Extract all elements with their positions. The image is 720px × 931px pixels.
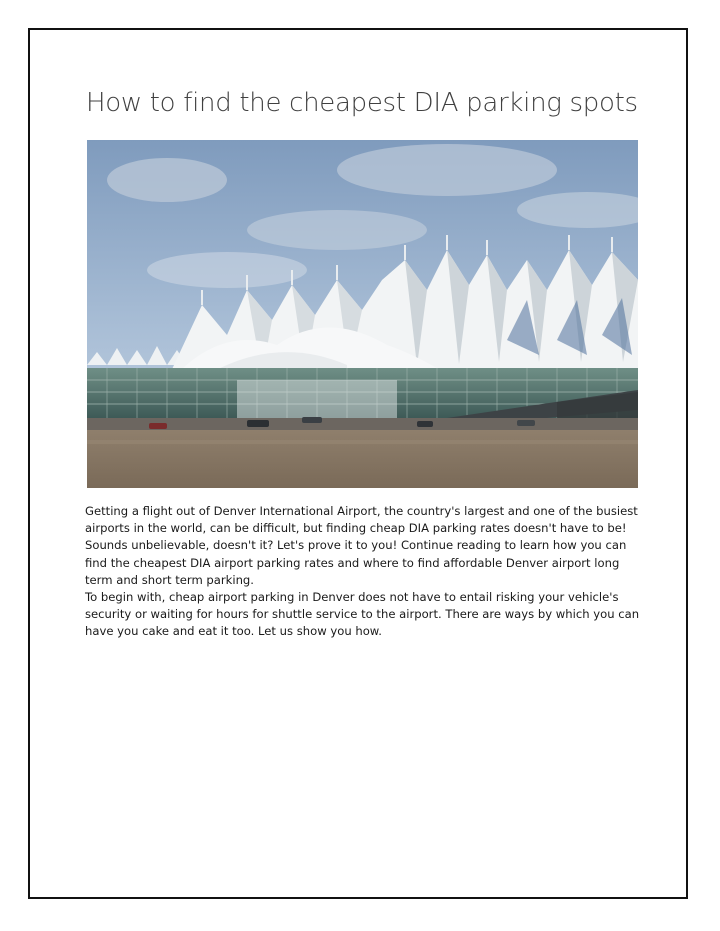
airport-terminal-illustration xyxy=(87,140,638,488)
airport-photo xyxy=(87,140,638,488)
document-page xyxy=(28,28,688,899)
paragraph-intro: Getting a flight out of Denver International Airport, the country's largest and one of the busiest airports in the world, can be difficult, but finding cheap DIA parking rates doesn't have to be! Sounds unbelievable, doesn't it? Let's prove it to you! Continue reading to learn how you can find the cheapest DIA airport parking rates and where to find affordable Denver airport long term and short term parking. xyxy=(85,504,638,587)
article-body xyxy=(85,503,645,641)
paragraph-second: To begin with, cheap airport parking in Denver does not have to entail risking your vehicle's security or waiting for hours for shuttle service to the airport. There are ways by which you can have you cake and eat it too. Let us show you how. xyxy=(85,590,640,639)
page-title: How to find the cheapest DIA parking spots xyxy=(86,88,638,118)
